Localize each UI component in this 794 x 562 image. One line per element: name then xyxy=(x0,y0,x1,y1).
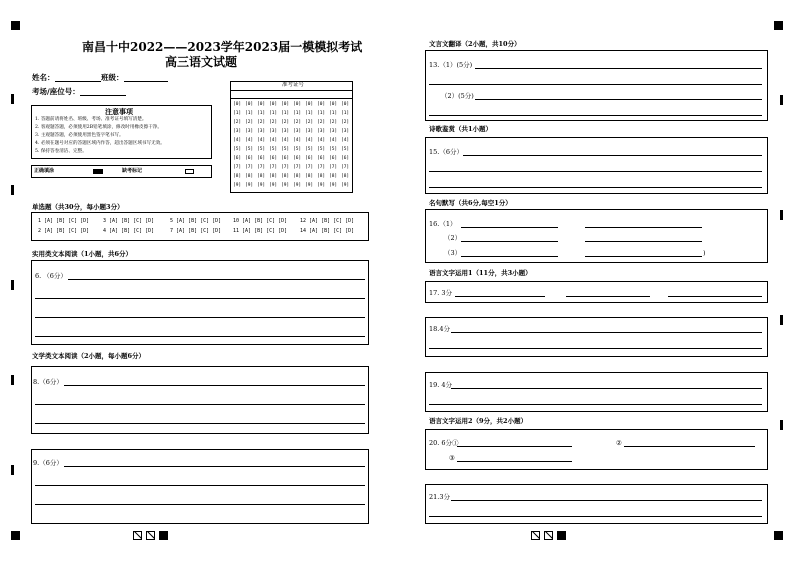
exam-id-bubble[interactable]: [4] xyxy=(281,138,290,143)
mcq-option-group[interactable]: 10 [A] [B] [C] [D] xyxy=(233,218,288,224)
exam-id-bubble[interactable]: [6] xyxy=(281,156,290,161)
q6-answer-box[interactable] xyxy=(31,260,369,345)
exam-id-bubble[interactable]: [2] xyxy=(305,120,314,125)
exam-id-bubble[interactable]: [2] xyxy=(281,120,290,125)
timing-mark xyxy=(11,94,14,104)
blank-line[interactable] xyxy=(566,296,650,297)
page-code-slash-box xyxy=(146,531,155,540)
exam-id-bubble[interactable]: [1] xyxy=(341,111,350,116)
practical-header: 实用类文本阅读（1小题，共6分） xyxy=(32,250,133,258)
timing-mark xyxy=(11,280,14,290)
corner-mark-bottom-right xyxy=(774,531,783,540)
exam-id-bubble[interactable]: [0] xyxy=(317,102,326,107)
q15-label: 15.（6分） xyxy=(429,148,463,156)
exam-id-bubble[interactable]: [8] xyxy=(329,174,338,179)
exam-id-bubble[interactable]: [9] xyxy=(341,183,350,188)
q13-answer-box[interactable] xyxy=(425,50,768,121)
exam-id-bubble[interactable]: [8] xyxy=(293,174,302,179)
exam-id-bubble[interactable]: [1] xyxy=(233,111,242,116)
exam-id-bubble[interactable]: [6] xyxy=(341,156,350,161)
exam-id-bubble[interactable]: [9] xyxy=(257,183,266,188)
dictation-header: 名句默写（共6分,每空1分） xyxy=(429,199,512,207)
poetry-header: 诗歌鉴赏（共1小题） xyxy=(429,125,493,133)
corner-mark-top-left xyxy=(11,21,20,30)
exam-id-bubble[interactable]: [0] xyxy=(329,102,338,107)
q18-answer-box[interactable] xyxy=(425,317,768,357)
q16-answer-box[interactable] xyxy=(425,209,768,263)
q20-circle-3: ③ xyxy=(449,454,455,462)
exam-id-bubble[interactable]: [2] xyxy=(341,120,350,125)
timing-mark xyxy=(780,315,783,325)
answer-line[interactable] xyxy=(35,504,365,505)
exam-id-bubble[interactable]: [7] xyxy=(329,165,338,170)
exam-subtitle: 高三语文试题 xyxy=(165,55,238,69)
exam-id-bubble[interactable]: [9] xyxy=(293,183,302,188)
corner-mark-top-right xyxy=(774,21,783,30)
lang2-header: 语言文字运用2（9分，共2小题） xyxy=(429,417,528,425)
exam-id-bubble[interactable]: [5] xyxy=(233,147,242,152)
q18-label: 18.4分 xyxy=(429,325,450,333)
q20-circle-2: ② xyxy=(616,439,622,447)
lang1-header: 语言文字运用1（11分，共3小题） xyxy=(429,269,532,277)
exam-id-bubble[interactable]: [7] xyxy=(245,165,254,170)
blank-line[interactable] xyxy=(585,227,702,228)
page-code-slash-box xyxy=(133,531,142,540)
answer-line[interactable] xyxy=(64,385,365,386)
page-code-solid-box xyxy=(159,531,168,540)
mcq-header: 单选题（共30分，每小题3分） xyxy=(32,203,124,211)
exam-id-bubble[interactable]: [7] xyxy=(269,165,278,170)
page-code-slash-box xyxy=(544,531,553,540)
exam-title: 南昌十中2022——2023学年2023届一模模拟考试 xyxy=(82,40,363,54)
exam-id-bubble[interactable]: [3] xyxy=(245,129,254,134)
exam-id-bubble[interactable]: [4] xyxy=(317,138,326,143)
exam-id-bubble[interactable]: [3] xyxy=(341,129,350,134)
answer-line[interactable] xyxy=(451,332,762,333)
exam-id-bubble[interactable]: [6] xyxy=(269,156,278,161)
exam-id-bubble[interactable]: [0] xyxy=(281,102,290,107)
exam-id-bubble[interactable]: [2] xyxy=(257,120,266,125)
exam-id-bubble[interactable]: [8] xyxy=(257,174,266,179)
exam-id-bubble[interactable]: [2] xyxy=(233,120,242,125)
exam-id-bubble[interactable]: [1] xyxy=(269,111,278,116)
answer-line[interactable] xyxy=(475,68,762,69)
exam-id-bubble[interactable]: [2] xyxy=(329,120,338,125)
exam-id-bubble[interactable]: [7] xyxy=(341,165,350,170)
blank-line[interactable] xyxy=(624,446,755,447)
exam-id-bubble[interactable]: [2] xyxy=(293,120,302,125)
exam-id-bubble[interactable]: [0] xyxy=(269,102,278,107)
answer-line[interactable] xyxy=(35,423,365,424)
blank-line[interactable] xyxy=(585,241,702,242)
blank-line[interactable] xyxy=(461,241,558,242)
timing-mark xyxy=(11,465,14,475)
exam-id-label: 准考证号 xyxy=(282,82,305,88)
answer-line[interactable] xyxy=(68,279,365,280)
exam-id-bubble[interactable]: [5] xyxy=(269,147,278,152)
blank-line[interactable] xyxy=(457,446,572,447)
exam-id-write-row[interactable] xyxy=(230,90,353,99)
exam-id-bubble[interactable]: [7] xyxy=(233,165,242,170)
exam-id-bubble[interactable]: [9] xyxy=(305,183,314,188)
note-item: 3. 主观题答题，必须使用黑色签字笔书写。 xyxy=(35,133,124,138)
timing-mark xyxy=(11,375,14,385)
exam-id-bubble[interactable]: [4] xyxy=(329,138,338,143)
exam-id-bubble[interactable]: [1] xyxy=(329,111,338,116)
mcq-option-group[interactable]: 7 [A] [B] [C] [D] xyxy=(170,228,222,234)
exam-id-bubble[interactable]: [4] xyxy=(269,138,278,143)
exam-id-bubble[interactable]: [4] xyxy=(341,138,350,143)
q16-3-label: （3） xyxy=(444,249,462,257)
name-input-line[interactable] xyxy=(55,81,101,82)
exam-id-bubble[interactable]: [4] xyxy=(293,138,302,143)
q16-2-label: （2） xyxy=(444,234,462,242)
q19-answer-box[interactable] xyxy=(425,372,768,412)
note-item: 2. 客观题答题，必须使用2B铅笔填涂，修改时用橡皮擦干净。 xyxy=(35,125,162,130)
exam-id-bubble[interactable]: [3] xyxy=(281,129,290,134)
exam-id-bubble[interactable]: [6] xyxy=(329,156,338,161)
answer-line[interactable] xyxy=(451,388,762,389)
blank-line[interactable] xyxy=(461,256,558,257)
exam-id-bubble[interactable]: [8] xyxy=(281,174,290,179)
answer-line[interactable] xyxy=(475,99,762,100)
q9-answer-box[interactable] xyxy=(31,449,369,524)
q20-answer-box[interactable] xyxy=(425,429,768,470)
exam-id-bubble[interactable]: [7] xyxy=(305,165,314,170)
q9-label: 9.（6分） xyxy=(33,459,63,467)
name-label: 姓名： xyxy=(32,73,55,82)
mcq-option-group[interactable]: 4 [A] [B] [C] [D] xyxy=(103,228,155,234)
answer-line[interactable] xyxy=(429,348,762,349)
exam-id-bubble[interactable]: [6] xyxy=(233,156,242,161)
correct-fill-label: 正确填涂 xyxy=(34,168,55,174)
notes-title: 注意事项 xyxy=(105,107,133,116)
corner-mark-bottom-left xyxy=(11,531,20,540)
mcq-option-group[interactable]: 1 [A] [B] [C] [D] xyxy=(38,218,90,224)
page-code-solid-box xyxy=(557,531,566,540)
blank-line[interactable] xyxy=(585,256,702,257)
absent-mark-checkbox[interactable] xyxy=(185,169,194,174)
q16-close-paren: ) xyxy=(703,249,706,257)
q21-label: 21.3分 xyxy=(429,493,450,501)
exam-id-bubble[interactable]: [5] xyxy=(293,147,302,152)
q13-1-label: 13.（1）(5分) xyxy=(429,61,473,69)
exam-id-bubble[interactable]: [0] xyxy=(341,102,350,107)
exam-id-bubble[interactable]: [8] xyxy=(305,174,314,179)
exam-id-bubble[interactable]: [8] xyxy=(233,174,242,179)
blank-line[interactable] xyxy=(457,461,572,462)
exam-id-bubble[interactable]: [8] xyxy=(269,174,278,179)
exam-id-bubble[interactable]: [3] xyxy=(293,129,302,134)
mcq-option-group[interactable]: 11 [A] [B] [C] [D] xyxy=(233,228,288,234)
exam-id-bubble[interactable]: [7] xyxy=(257,165,266,170)
class-input-line[interactable] xyxy=(124,81,168,82)
answer-line[interactable] xyxy=(64,466,365,467)
blank-line[interactable] xyxy=(668,296,762,297)
exam-id-bubble[interactable]: [0] xyxy=(293,102,302,107)
note-item: 1. 答题前请将姓名、班级、考场、准考证号填写清楚。 xyxy=(35,117,147,122)
exam-id-bubble[interactable]: [8] xyxy=(341,174,350,179)
exam-id-bubble[interactable]: [8] xyxy=(317,174,326,179)
answer-line[interactable] xyxy=(35,336,365,337)
answer-line[interactable] xyxy=(429,404,762,405)
exam-id-bubble[interactable]: [4] xyxy=(245,138,254,143)
page-code-slash-box xyxy=(531,531,540,540)
exam-id-bubble[interactable]: [3] xyxy=(233,129,242,134)
answer-line[interactable] xyxy=(429,115,762,116)
answer-line[interactable] xyxy=(429,516,762,517)
q16-1-label: 16.（1） xyxy=(429,220,457,228)
exam-id-bubble[interactable]: [1] xyxy=(245,111,254,116)
answer-line[interactable] xyxy=(451,500,762,501)
exam-id-bubble[interactable]: [3] xyxy=(329,129,338,134)
exam-id-bubble[interactable]: [5] xyxy=(329,147,338,152)
note-item: 5. 保持答卷清洁、完整。 xyxy=(35,149,87,154)
mcq-option-group[interactable]: 3 [A] [B] [C] [D] xyxy=(103,218,155,224)
blank-line[interactable] xyxy=(461,227,558,228)
room-seat-input-line[interactable] xyxy=(80,95,126,96)
exam-id-bubble[interactable]: [0] xyxy=(233,102,242,107)
correct-fill-sample xyxy=(93,169,103,174)
answer-line[interactable] xyxy=(35,317,365,318)
exam-id-bubble[interactable]: [9] xyxy=(281,183,290,188)
exam-id-bubble[interactable]: [3] xyxy=(269,129,278,134)
exam-id-bubble[interactable]: [4] xyxy=(257,138,266,143)
mcq-option-group[interactable]: 14 [A] [B] [C] [D] xyxy=(300,228,355,234)
timing-mark xyxy=(11,185,14,195)
exam-id-bubble[interactable]: [1] xyxy=(305,111,314,116)
mcq-box xyxy=(31,212,369,241)
exam-id-bubble[interactable]: [5] xyxy=(317,147,326,152)
timing-mark xyxy=(780,95,783,105)
q13-2-label: （2）(5分) xyxy=(441,92,474,100)
answer-line[interactable] xyxy=(429,84,762,85)
exam-id-bubble[interactable]: [4] xyxy=(233,138,242,143)
exam-id-bubble[interactable]: [0] xyxy=(257,102,266,107)
exam-id-bubble[interactable]: [2] xyxy=(245,120,254,125)
exam-id-bubble[interactable]: [3] xyxy=(305,129,314,134)
exam-id-bubble[interactable]: [0] xyxy=(305,102,314,107)
q17-answer-box[interactable] xyxy=(425,281,768,303)
classical-header: 文言文翻译（2小题，共10分） xyxy=(429,40,521,48)
exam-id-bubble[interactable]: [7] xyxy=(293,165,302,170)
mcq-option-group[interactable]: 12 [A] [B] [C] [D] xyxy=(300,218,355,224)
timing-mark xyxy=(780,420,783,430)
exam-id-bubble[interactable]: [2] xyxy=(317,120,326,125)
exam-id-bubble[interactable]: [4] xyxy=(305,138,314,143)
blank-line[interactable] xyxy=(455,296,545,297)
literary-header: 文学类文本阅读（2小题，每小题6分） xyxy=(32,352,146,360)
exam-id-bubble[interactable]: [5] xyxy=(281,147,290,152)
exam-id-bubble[interactable]: [0] xyxy=(245,102,254,107)
exam-id-bubble[interactable]: [9] xyxy=(317,183,326,188)
exam-id-bubble[interactable]: [5] xyxy=(341,147,350,152)
exam-id-bubble[interactable]: [9] xyxy=(269,183,278,188)
q21-answer-box[interactable] xyxy=(425,484,768,524)
exam-id-bubble[interactable]: [6] xyxy=(293,156,302,161)
answer-line[interactable] xyxy=(35,404,365,405)
exam-id-bubble[interactable]: [9] xyxy=(245,183,254,188)
exam-id-bubble[interactable]: [3] xyxy=(317,129,326,134)
timing-mark xyxy=(780,210,783,220)
exam-id-bubble[interactable]: [6] xyxy=(305,156,314,161)
exam-id-bubble[interactable]: [5] xyxy=(245,147,254,152)
absent-mark-label: 缺考标记 xyxy=(122,168,143,174)
exam-id-bubble[interactable]: [1] xyxy=(257,111,266,116)
exam-id-bubble[interactable]: [8] xyxy=(245,174,254,179)
q17-label: 17. 3分 xyxy=(429,289,453,297)
exam-id-bubble[interactable]: [2] xyxy=(269,120,278,125)
exam-id-bubble[interactable]: [5] xyxy=(305,147,314,152)
q15-answer-box[interactable] xyxy=(425,137,768,194)
exam-id-bubble[interactable]: [7] xyxy=(281,165,290,170)
q6-label: 6. （6分） xyxy=(35,272,67,280)
mcq-option-group[interactable]: 2 [A] [B] [C] [D] xyxy=(38,228,90,234)
exam-id-bubble[interactable]: [6] xyxy=(257,156,266,161)
exam-id-bubble[interactable]: [6] xyxy=(245,156,254,161)
answer-line[interactable] xyxy=(429,187,762,188)
answer-line[interactable] xyxy=(35,485,365,486)
exam-id-bubble[interactable]: [1] xyxy=(293,111,302,116)
q8-label: 8.（6分） xyxy=(33,378,63,386)
q20-label: 20. 6分① xyxy=(429,439,459,447)
answer-line[interactable] xyxy=(429,171,762,172)
exam-id-bubble[interactable]: [7] xyxy=(317,165,326,170)
exam-id-bubble[interactable]: [9] xyxy=(329,183,338,188)
exam-id-bubble[interactable]: [1] xyxy=(281,111,290,116)
answer-line[interactable] xyxy=(463,155,762,156)
q19-label: 19. 4分 xyxy=(429,381,453,389)
answer-line[interactable] xyxy=(35,298,365,299)
exam-id-bubble[interactable]: [5] xyxy=(257,147,266,152)
class-label: 班级： xyxy=(101,73,124,82)
room-seat-label: 考场/座位号： xyxy=(32,87,80,96)
exam-id-bubble[interactable]: [6] xyxy=(317,156,326,161)
mcq-option-group[interactable]: 5 [A] [B] [C] [D] xyxy=(170,218,222,224)
note-item: 4. 必须在题号对应的答题区域内作答，超出答题区域书写无效。 xyxy=(35,141,165,146)
exam-id-bubble[interactable]: [9] xyxy=(233,183,242,188)
exam-id-bubble[interactable]: [3] xyxy=(257,129,266,134)
exam-id-bubble[interactable]: [1] xyxy=(317,111,326,116)
